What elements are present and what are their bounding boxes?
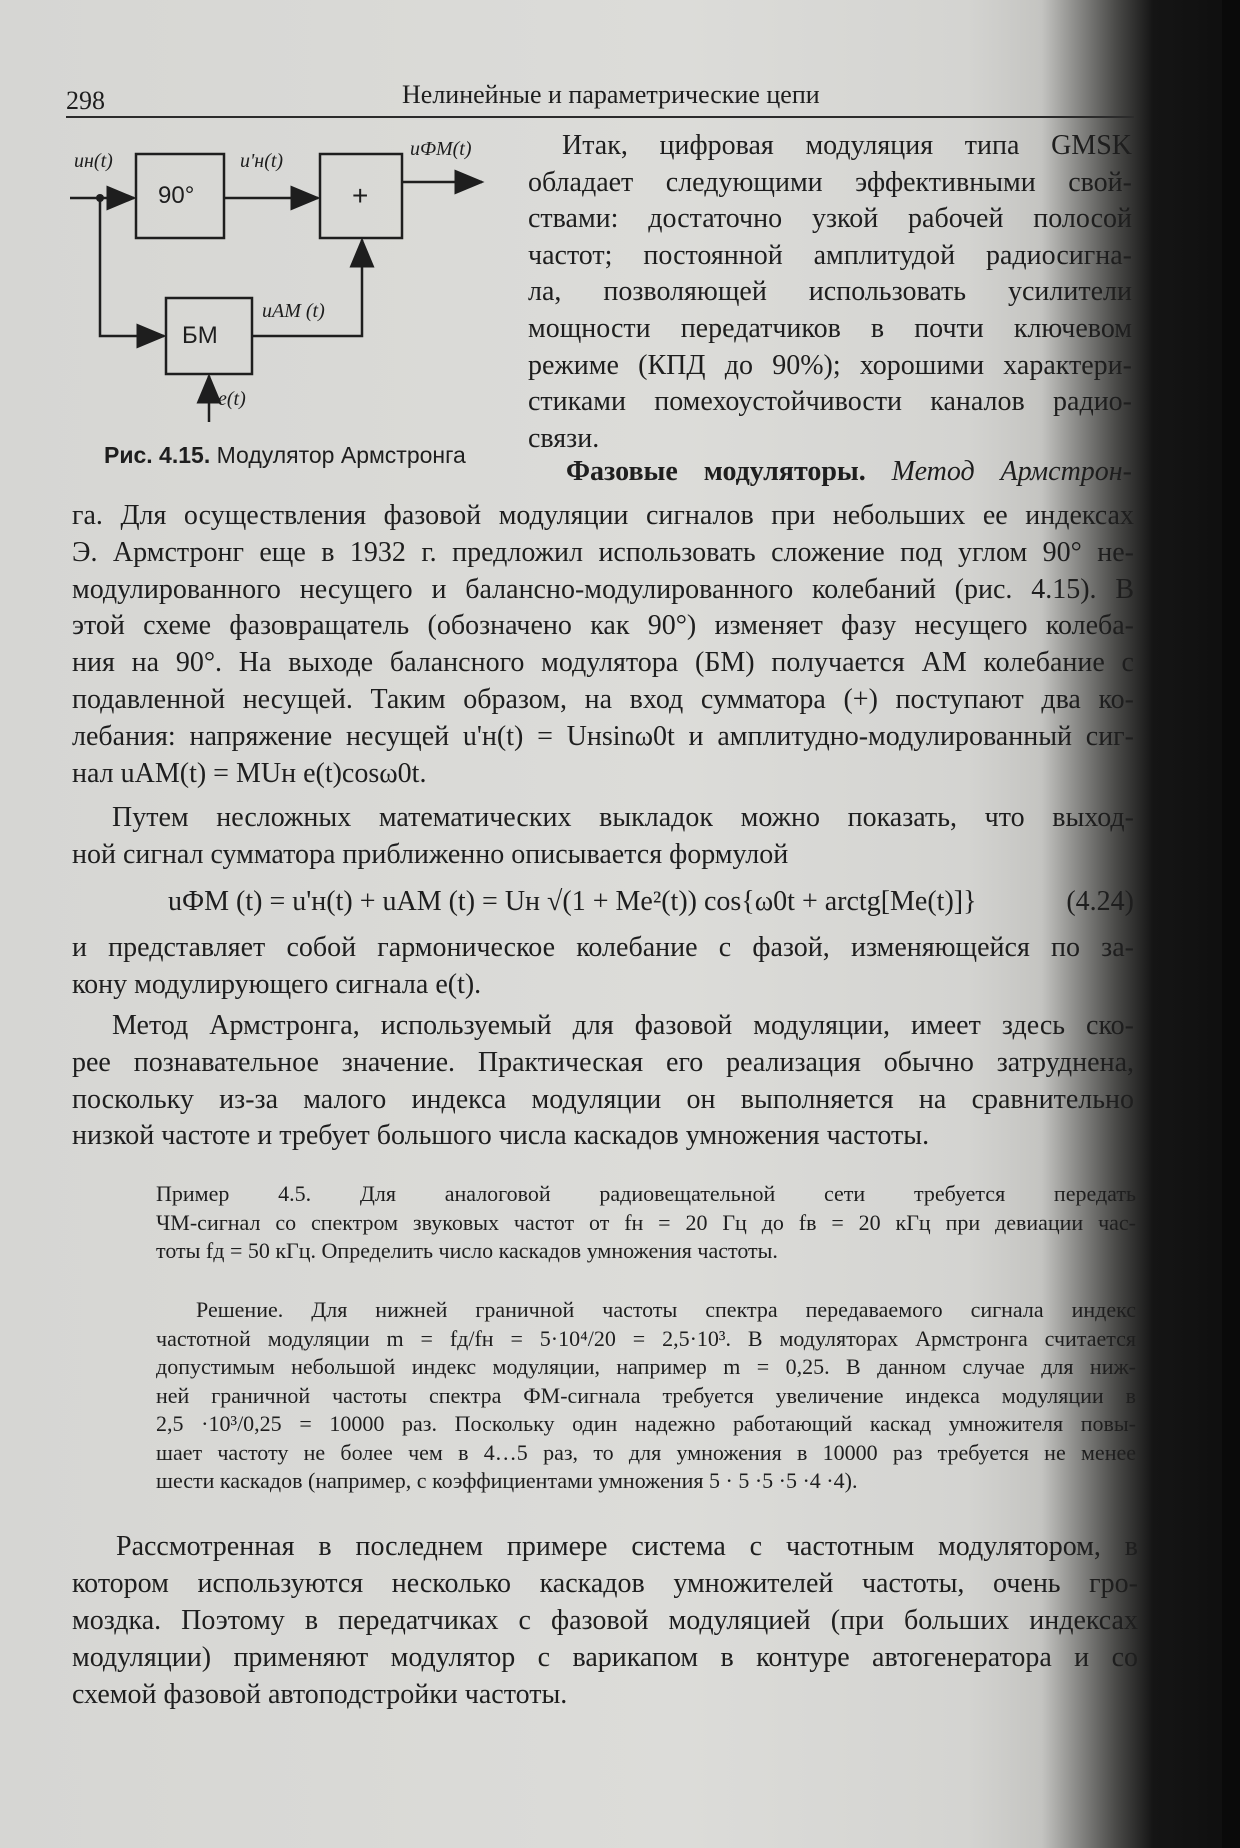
text-line: схемой фазовой автоподстройки частоты. bbox=[72, 1679, 568, 1710]
formula-4-24 bbox=[168, 878, 1134, 926]
text-line: Пример 4.5. Для аналоговой радиовещательной сети требуется передать bbox=[156, 1181, 1136, 1206]
paragraph-harmonic bbox=[72, 930, 1134, 1004]
formula-number: (4.24) bbox=[1066, 886, 1134, 917]
figure-armstrong-modulator bbox=[70, 138, 490, 438]
text-line: стиками помехоустойчивости каналов радио- bbox=[528, 386, 1132, 418]
text-line: низкой частоте и требует большого числа каскадов умножения частоты. bbox=[72, 1120, 930, 1152]
text-line: этой схеме фазовращатель (обозначено как 90°) изменяет фазу несущего колеба- bbox=[72, 610, 1134, 642]
text-line: мощности передатчиков в почти ключевом bbox=[528, 312, 1132, 344]
text-line: частот; постоянной амплитудой радиосигна- bbox=[528, 239, 1132, 271]
bm-label: БМ bbox=[182, 322, 218, 349]
text-line: котором используются несколько каскадов умножителей частоты, очень гро- bbox=[72, 1568, 1138, 1599]
text-line: режиме (КПД до 90%); хорошими характери- bbox=[528, 349, 1132, 381]
text-line: и представляет собой гармоническое колебание с фазой, изменяющейся по за- bbox=[72, 932, 1134, 963]
solution bbox=[156, 1296, 1136, 1496]
example-4-5 bbox=[156, 1180, 1136, 1266]
text-line: ствами: достаточно узкой рабочей полосой bbox=[528, 203, 1132, 235]
branch-to-bm-line bbox=[100, 198, 164, 336]
text-line: 2,5 ·10³/0,25 = 10000 раз. Поскольку один надежно работающий каскад умножителя повы- bbox=[156, 1411, 1136, 1436]
text-line: Итак, цифровая модуляция типа GMSK bbox=[562, 130, 1132, 161]
paragraph-armstrong-method bbox=[72, 498, 1134, 792]
text-line: поскольку из-за малого индекса модуляции он выполняется на сравнительно bbox=[72, 1083, 1134, 1115]
section-heading-bold: Фазовые модуляторы. bbox=[566, 456, 866, 487]
page-number: 298 bbox=[66, 86, 105, 115]
caption-text: Модулятор Армстронга bbox=[216, 442, 466, 468]
text-line: Путем несложных математических выкладок можно показать, что выход- bbox=[112, 802, 1134, 833]
text-line: нал uАМ(t) = MUн e(t)cosω0t. bbox=[72, 757, 427, 789]
figure-caption bbox=[104, 442, 466, 469]
paragraph-practical bbox=[72, 1008, 1134, 1155]
formula-expression: uФМ (t) = u'н(t) + uАМ (t) = Uн √(1 + Me²(t)) cos{ω0t + arctg[Me(t)]} bbox=[168, 886, 977, 917]
right-column-text bbox=[528, 128, 1132, 457]
text-line: ной сигнал сумматора приближенно описывается формулой bbox=[72, 838, 789, 870]
block-diagram bbox=[70, 138, 490, 438]
text-line: лебания: напряжение несущей u'н(t) = Uнsinω0t и амплитудно-модулированный сиг- bbox=[72, 720, 1134, 752]
text-line: моздка. Поэтому в передатчиках с фазовой модуляцией (при больших индексах bbox=[72, 1605, 1138, 1636]
text-line: шает частоту не более чем в 4…5 раз, то для умножения в 10000 раз требуется не менее bbox=[156, 1439, 1136, 1465]
summator-label: + bbox=[352, 180, 369, 211]
text-line: га. Для осуществления фазовой модуляции сигналов при небольших ее индексах bbox=[72, 500, 1134, 531]
header-rule bbox=[66, 116, 1134, 118]
section-heading bbox=[566, 456, 1132, 488]
label-carrier-shifted: u'н(t) bbox=[240, 150, 284, 172]
text-line: Рассмотренная в последнем примере система с частотным модулятором, в bbox=[116, 1531, 1138, 1562]
label-modulating: e(t) bbox=[218, 388, 246, 410]
text-line: Метод Армстронга, используемый для фазовой модуляции, имеет здесь ско- bbox=[112, 1010, 1134, 1041]
text-line: кону модулирующего сигнала e(t). bbox=[72, 968, 482, 1000]
text-line: ния на 90°. На выходе балансного модулятора (БМ) получается АМ колебание с bbox=[72, 647, 1134, 679]
text-line: Решение. Для нижней граничной частоты спектра передаваемого сигнала индекс bbox=[196, 1297, 1136, 1322]
text-line: тоты fд = 50 кГц. Определить число каскадов умножения частоты. bbox=[156, 1238, 778, 1263]
text-line: модуляции) применяют модулятор с варикапом в контуре автогенератора и со bbox=[72, 1642, 1138, 1673]
label-carrier: uн(t) bbox=[74, 150, 113, 172]
caption-number: Рис. 4.15. bbox=[104, 442, 211, 468]
paragraph-conclusion bbox=[72, 1528, 1138, 1713]
text-line: обладает следующими эффективными свой- bbox=[528, 166, 1132, 198]
page-edge-shadow bbox=[1222, 0, 1240, 1848]
paragraph-derivation bbox=[72, 800, 1134, 874]
text-line: подавленной несущей. Таким образом, на вход сумматора (+) поступают два ко- bbox=[72, 683, 1134, 715]
text-line: допустимым небольшой индекс модуляции, например m = 0,25. В данном случае для ниж- bbox=[156, 1354, 1136, 1379]
page-header bbox=[66, 80, 1134, 120]
text-line: ЧМ-сигнал со спектром звуковых частот от fн = 20 Гц до fв = 20 кГц при девиации час- bbox=[156, 1209, 1136, 1235]
text-line: ла, позволяющей использовать усилители bbox=[528, 276, 1132, 308]
text-line: шести каскадов (например, с коэффициентами умножения 5 · 5 ·5 ·5 ·4 ·4). bbox=[156, 1468, 858, 1493]
text-line: Э. Армстронг еще в 1932 г. предложил использовать сложение под углом 90° не- bbox=[72, 536, 1134, 568]
running-head: Нелинейные и параметрические цепи bbox=[402, 80, 820, 109]
section-heading-italic: Метод Армстрон- bbox=[891, 456, 1133, 487]
text-line: модулированного несущего и балансно-модулированного колебаний (рис. 4.15). В bbox=[72, 573, 1134, 605]
text-line: рее познавательное значение. Практическая его реализация обычно затруднена, bbox=[72, 1046, 1134, 1078]
label-output: uФМ(t) bbox=[410, 138, 472, 160]
label-am: uАМ (t) bbox=[262, 300, 325, 322]
text-line: ней граничной частоты спектра ФМ-сигнала требуется увеличение индекса модуляции в bbox=[156, 1382, 1136, 1408]
text-line: связи. bbox=[528, 422, 600, 454]
text-line: частотной модуляции m = fд/fн = 5·10⁴/20 = 2,5·10³. В модуляторах Армстронга считается bbox=[156, 1325, 1136, 1351]
phase-shifter-label: 90° bbox=[158, 182, 195, 209]
